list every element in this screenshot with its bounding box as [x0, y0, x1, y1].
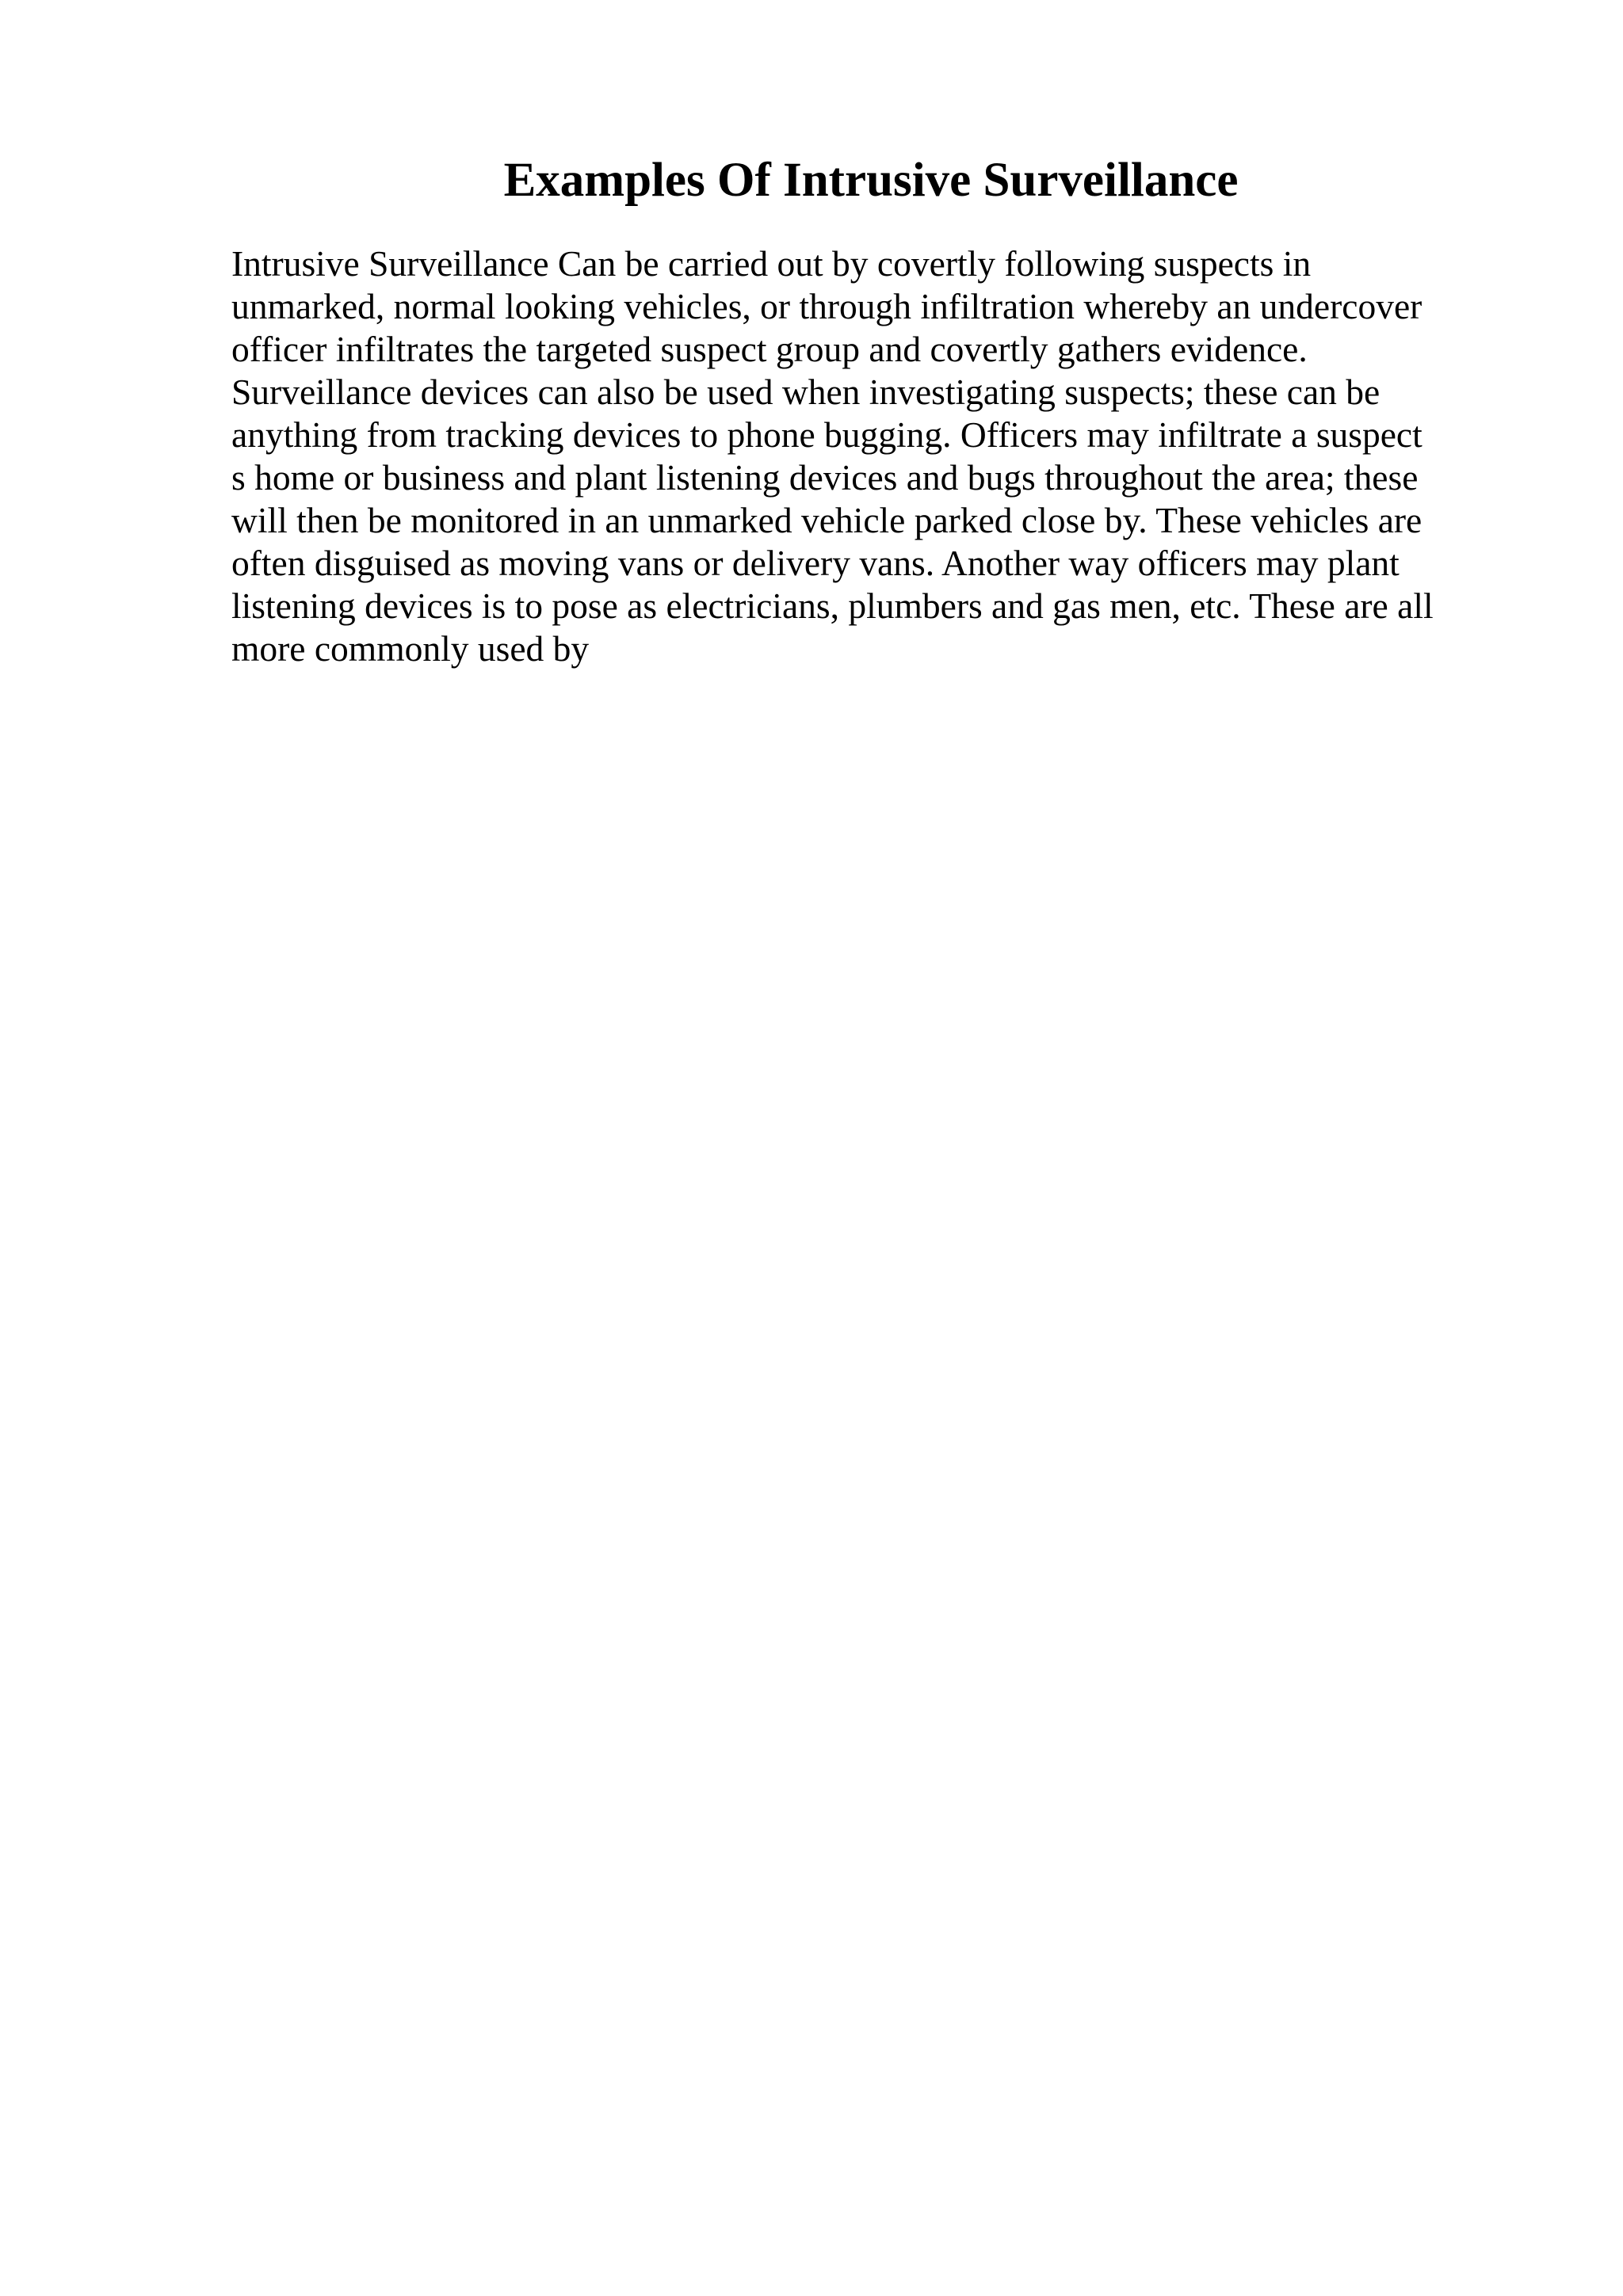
- body-line: listening devices is to pose as electricians, plumbers and gas men, etc. These are all: [231, 585, 1434, 626]
- body-line: anything from tracking devices to phone bugging. Officers may infiltrate a suspect: [231, 414, 1423, 455]
- body-line: more commonly used by: [231, 628, 590, 669]
- body-line: will then be monitored in an unmarked vehicle parked close by. These vehicles are: [231, 500, 1423, 540]
- body-line: s home or business and plant listening devices and bugs throughout the area; these: [231, 457, 1419, 498]
- page-title: Examples Of Intrusive Surveillance: [503, 154, 1239, 207]
- body-line: Intrusive Surveillance Can be carried out by covertly following suspects in: [231, 243, 1312, 284]
- body-line: unmarked, normal looking vehicles, or through infiltration whereby an undercover: [231, 286, 1423, 326]
- body-line: Surveillance devices can also be used when investigating suspects; these can be: [231, 372, 1381, 412]
- body-line: officer infiltrates the targeted suspect group and covertly gathers evidence.: [231, 329, 1308, 369]
- body-line: often disguised as moving vans or delivery vans. Another way officers may plant: [231, 543, 1400, 583]
- body-paragraph: [231, 242, 1579, 670]
